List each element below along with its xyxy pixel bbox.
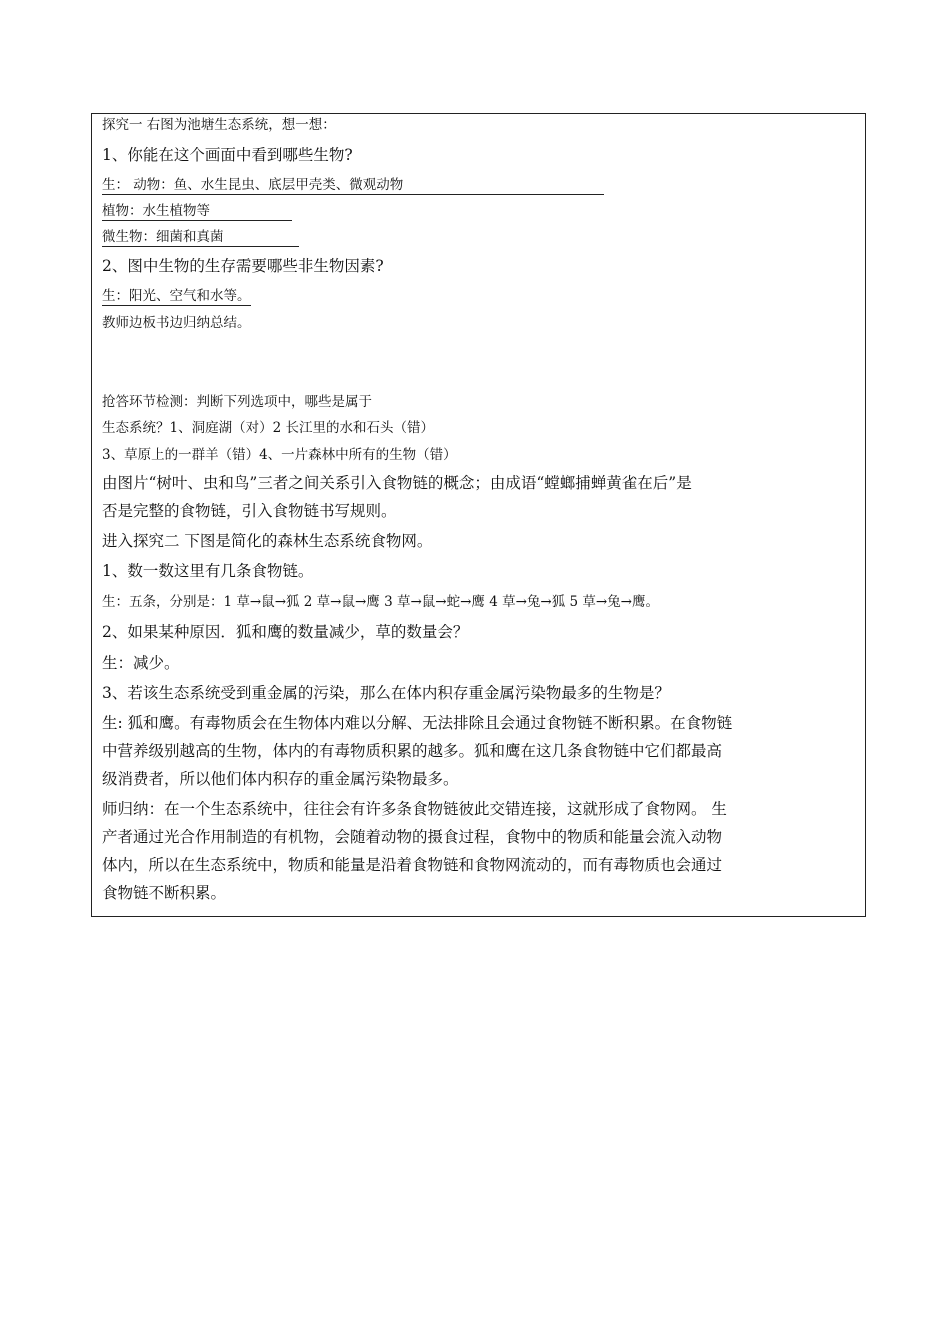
question-heavy-metal: 3、若该生态系统受到重金属的污染，那么在体内积存重金属污染物最多的生物是？ [102,684,670,702]
question-count-chains: 1、数一数这里有几条食物链。 [102,562,314,580]
quiz-line-2: 3、草原上的一群羊（错）4、一片森林中所有的生物（错） [102,447,457,463]
answer-five-chains: 生：五条，分别是：1 草→鼠→狐 2 草→鼠→鹰 3 草→鼠→蛇→鹰 4 草→兔→狐 5 草→兔→鹰。 [102,594,659,610]
answer-heavy-metal-2: 中营养级别越高的生物，体内的有毒物质积累的越多。狐和鹰在这几条食物链中它们都最高 [102,742,723,760]
question-2: 2、图中生物的生存需要哪些非生物因素? [102,257,384,275]
food-chain-intro-2: 否是完整的食物链，引入食物链书写规则。 [102,502,397,520]
teacher-conclusion-3: 体内，所以在生态系统中，物质和能量是沿着食物链和食物网流动的，而有毒物质也会通过 [102,856,723,874]
answer-abiotic-text: 生：阳光、空气和水等。 [102,288,251,304]
teacher-conclusion-4: 食物链不断积累。 [102,884,227,902]
question-1: 1、你能在这个画面中看到哪些生物? [102,146,353,164]
quiz-intro: 抢答环节检测：判断下列选项中，哪些是属于 [102,394,372,410]
answer-abiotic [102,290,251,306]
answer-plants-text: 植物：水生植物等 [102,205,292,221]
answer-microbes-text: 微生物：细菌和真菌 [102,231,299,247]
quiz-line-1: 生态系统？1、洞庭湖（对）2 长江里的水和石头（错） [102,420,434,436]
question-grass-change: 2、如果某种原因．狐和鹰的数量减少，草的数量会？ [102,623,469,641]
teacher-conclusion-1: 师归纳：在一个生态系统中，往往会有许多条食物链彼此交错连接，这就形成了食物网。 生 [102,800,727,818]
answer-microbes [102,231,299,247]
answer-plants [102,205,292,221]
answer-animals [102,179,604,195]
answer-heavy-metal-1: 生: 狐和鹰。有毒物质会在生物体内难以分解、无法排除且会通过食物链不断积累。在食物链 [102,714,733,732]
answer-decrease: 生：减少。 [102,654,180,672]
answer-heavy-metal-3: 级消费者，所以他们体内积存的重金属污染物最多。 [102,770,459,788]
answer-animals-text: 生： 动物：鱼、水生昆虫、底层甲壳类、微观动物 [102,179,604,195]
inquiry-two-heading: 进入探究二 下图是简化的森林生态系统食物网。 [102,532,433,550]
teacher-summary-note: 教师边板书边归纳总结。 [102,315,251,331]
food-chain-intro-1: 由图片“树叶、虫和鸟”三者之间关系引入食物链的概念；由成语“螳螂捕蝉黄雀在后”是 [102,474,692,492]
inquiry-one-heading: 探究一 右图为池塘生态系统，想一想： [102,117,336,133]
teacher-conclusion-2: 产者通过光合作用制造的有机物，会随着动物的摄食过程，食物中的物质和能量会流入动物 [102,828,723,846]
lesson-table-cell [91,113,866,917]
